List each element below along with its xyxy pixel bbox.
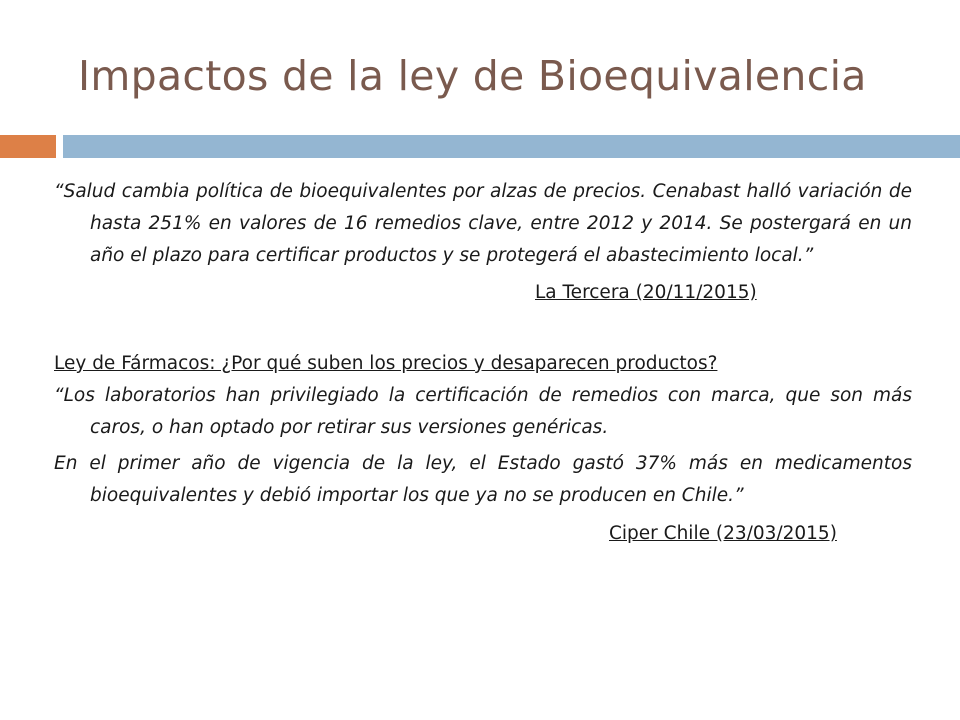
- quote-ciper-part-1: “Los laboratorios han privilegiado la certificación de remedios con marca, que son más caros, o han optado por retirar sus versiones genéricas.: [54, 385, 912, 438]
- article-heading-ciper[interactable]: Ley de Fármacos: ¿Por qué suben los precios y desaparecen productos?: [54, 353, 718, 374]
- spacer: [54, 309, 912, 348]
- accent-bar-orange: [0, 135, 56, 158]
- quote-ciper-part-2: En el primer año de vigencia de la ley, el Estado gastó 37% más en medicamentos bioequivalentes y debió importar los que ya no se producen en Chile.”: [54, 453, 912, 506]
- slide-title: Impactos de la ley de Bioequivalencia: [78, 52, 867, 100]
- quote-la-tercera: “Salud cambia política de bioequivalentes por alzas de precios. Cenabast halló variación de hasta 251% en valores de 16 remedios clave, entre 2012 y 2014. Se postergará en un año el plazo para certificar productos y se protegerá el abastecimiento local.”: [54, 181, 912, 266]
- slide-content: [54, 176, 912, 550]
- source-la-tercera[interactable]: La Tercera (20/11/2015): [535, 282, 757, 303]
- accent-bar-blue: [63, 135, 960, 158]
- source-ciper-chile[interactable]: Ciper Chile (23/03/2015): [609, 523, 837, 544]
